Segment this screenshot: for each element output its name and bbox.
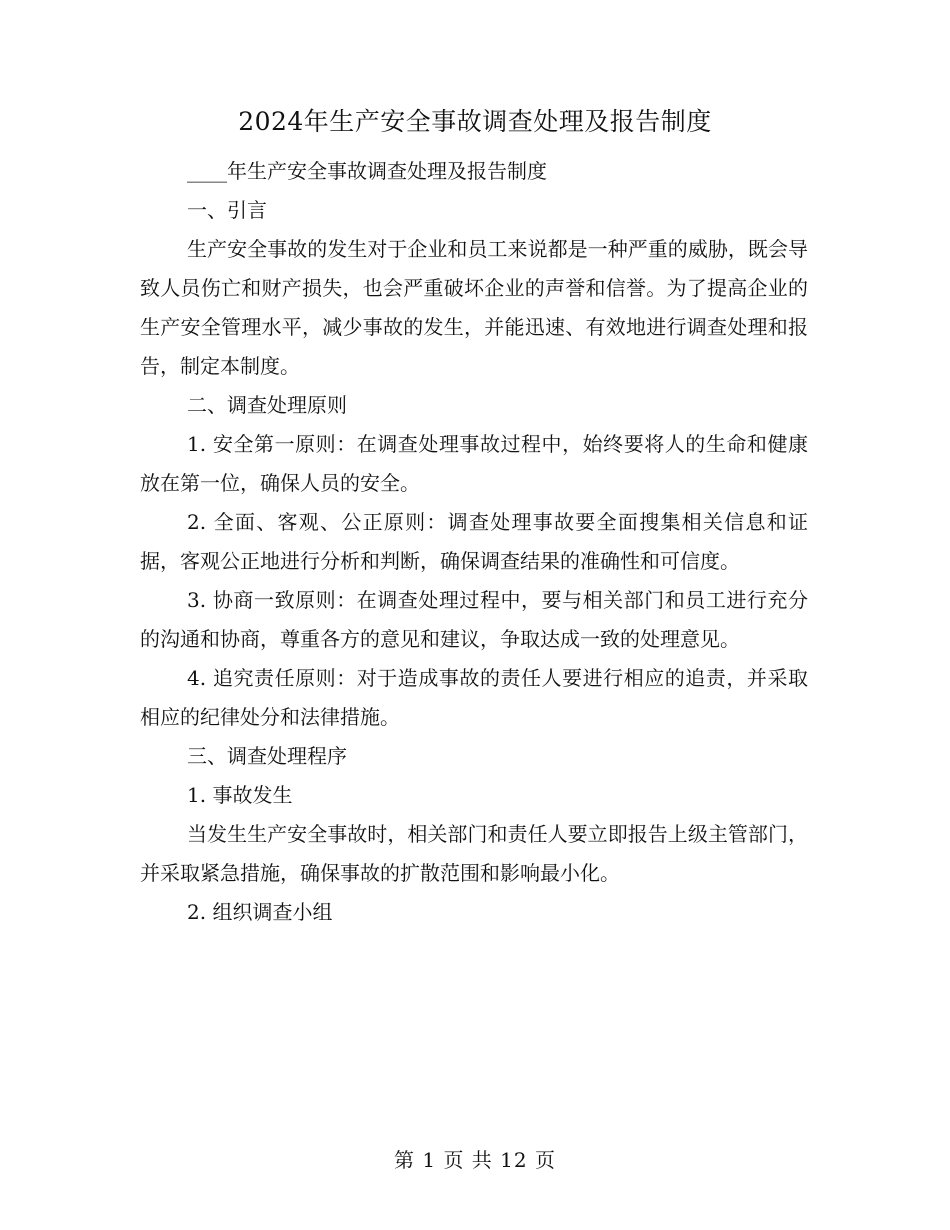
principle-item-4: 4. 追究责任原则：对于造成事故的责任人要进行相应的追责，并采取相应的纪律处分和法律措施。 xyxy=(140,666,808,729)
section-heading-principles: 二、调查处理原则 xyxy=(187,393,347,417)
subtitle-paragraph: ____年生产安全事故调查处理及报告制度 xyxy=(187,159,547,183)
principle-item-1: 1. 安全第一原则：在调查处理事故过程中，始终要将人的生命和健康放在第一位，确保人员的安全。 xyxy=(140,432,808,495)
intro-paragraph: 生产安全事故的发生对于企业和员工来说都是一种严重的威胁，既会导致人员伤亡和财产损失，也会严重破坏企业的声誉和信誉。为了提高企业的生产安全管理水平，减少事故的发生，并能迅速、有效地进行调查处理和报告，制定本制度。 xyxy=(140,237,808,378)
principle-item-2: 2. 全面、客观、公正原则：调查处理事故要全面搜集相关信息和证据，客观公正地进行分析和判断，确保调查结果的准确性和可信度。 xyxy=(140,510,808,573)
procedure-step-2-heading: 2. 组织调查小组 xyxy=(187,900,333,924)
section-heading-intro: 一、引言 xyxy=(187,198,267,222)
document-title: 2024年生产安全事故调查处理及报告制度 xyxy=(238,107,712,136)
procedure-step-1-heading: 1. 事故发生 xyxy=(187,783,293,807)
principle-item-3: 3. 协商一致原则：在调查处理过程中，要与相关部门和员工进行充分的沟通和协商，尊重各方的意见和建议，争取达成一致的处理意见。 xyxy=(140,588,808,651)
procedure-step-1-paragraph: 当发生生产安全事故时，相关部门和责任人要立即报告上级主管部门，并采取紧急措施，确保事故的扩散范围和影响最小化。 xyxy=(140,822,808,885)
section-heading-procedure: 三、调查处理程序 xyxy=(187,744,347,768)
document-body xyxy=(140,152,808,932)
page-footer: 第 1 页 共 12 页 xyxy=(394,1148,556,1172)
